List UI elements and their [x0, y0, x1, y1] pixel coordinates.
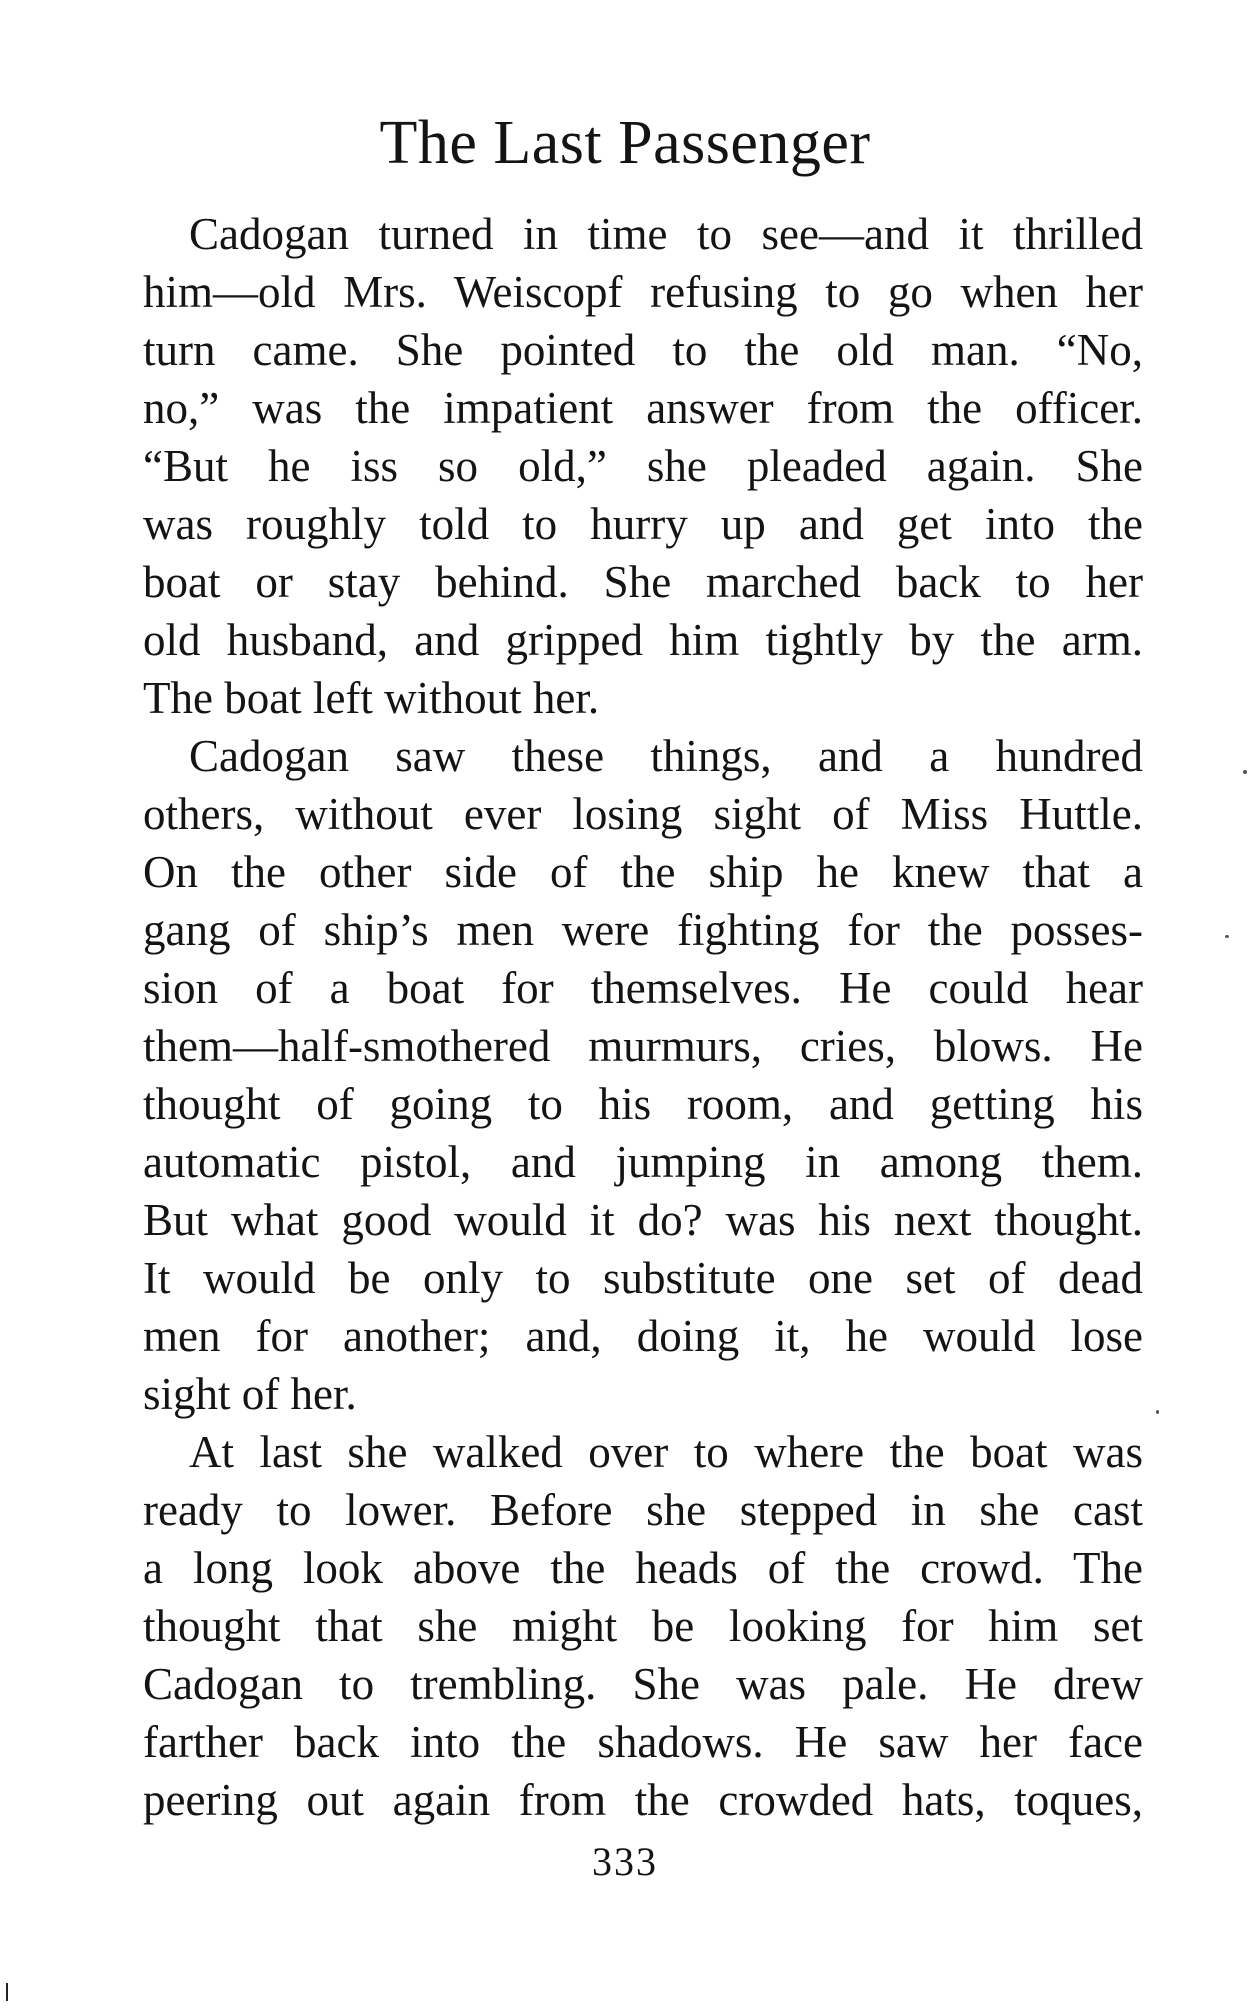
paragraph — [143, 1423, 1143, 1829]
text-line: sight of her. — [143, 1369, 357, 1419]
text-line: peering out again from the crowded hats, toques, — [143, 1775, 1143, 1825]
text-line: gang of ship’s men were fighting for the posses- — [143, 905, 1143, 955]
text-line: automatic pistol, and jumping in among them. — [143, 1137, 1143, 1187]
text-line: It would be only to substitute one set of dead — [143, 1253, 1143, 1303]
text-line: farther back into the shadows. He saw her face — [143, 1717, 1143, 1767]
scan-speck — [1243, 770, 1247, 774]
scan-mark — [6, 1983, 8, 2001]
scan-speck — [1156, 1410, 1159, 1414]
text-line: thought that she might be looking for him set — [143, 1601, 1143, 1651]
text-line: old husband, and gripped him tightly by the arm. — [143, 615, 1143, 665]
text-line: thought of going to his room, and getting his — [143, 1079, 1143, 1129]
text-line: But what good would it do? was his next thought. — [143, 1195, 1143, 1245]
text-line: The boat left without her. — [143, 673, 600, 723]
text-line: no,” was the impatient answer from the officer. — [143, 383, 1143, 433]
text-line: a long look above the heads of the crowd. The — [143, 1543, 1143, 1593]
paragraph — [143, 727, 1143, 1423]
text-line: others, without ever losing sight of Miss Huttle. — [143, 789, 1143, 839]
text-line: On the other side of the ship he knew that a — [143, 847, 1143, 897]
text-line: turn came. She pointed to the old man. “No, — [143, 325, 1143, 375]
text-line: boat or stay behind. She marched back to her — [143, 557, 1143, 607]
text-line: ready to lower. Before she stepped in she cast — [143, 1485, 1143, 1535]
text-line: him—old Mrs. Weiscopf refusing to go when her — [143, 267, 1143, 317]
text-line: Cadogan saw these things, and a hundred — [189, 731, 1143, 781]
text-line: sion of a boat for themselves. He could hear — [143, 963, 1143, 1013]
text-line: At last she walked over to where the boat was — [189, 1427, 1143, 1477]
text-line: “But he iss so old,” she pleaded again. She — [143, 441, 1143, 491]
scan-speck — [1225, 935, 1229, 938]
body-text — [143, 205, 1143, 1829]
text-line: was roughly told to hurry up and get into the — [143, 499, 1143, 549]
paragraph — [143, 205, 1143, 727]
page-number: 333 — [592, 1839, 658, 1884]
running-head: The Last Passenger — [379, 109, 871, 177]
text-line: Cadogan turned in time to see—and it thrilled — [189, 209, 1143, 259]
text-line: men for another; and, doing it, he would lose — [143, 1311, 1143, 1361]
text-line: Cadogan to trembling. She was pale. He drew — [143, 1659, 1143, 1709]
text-line: them—half-smothered murmurs, cries, blows. He — [143, 1021, 1143, 1071]
